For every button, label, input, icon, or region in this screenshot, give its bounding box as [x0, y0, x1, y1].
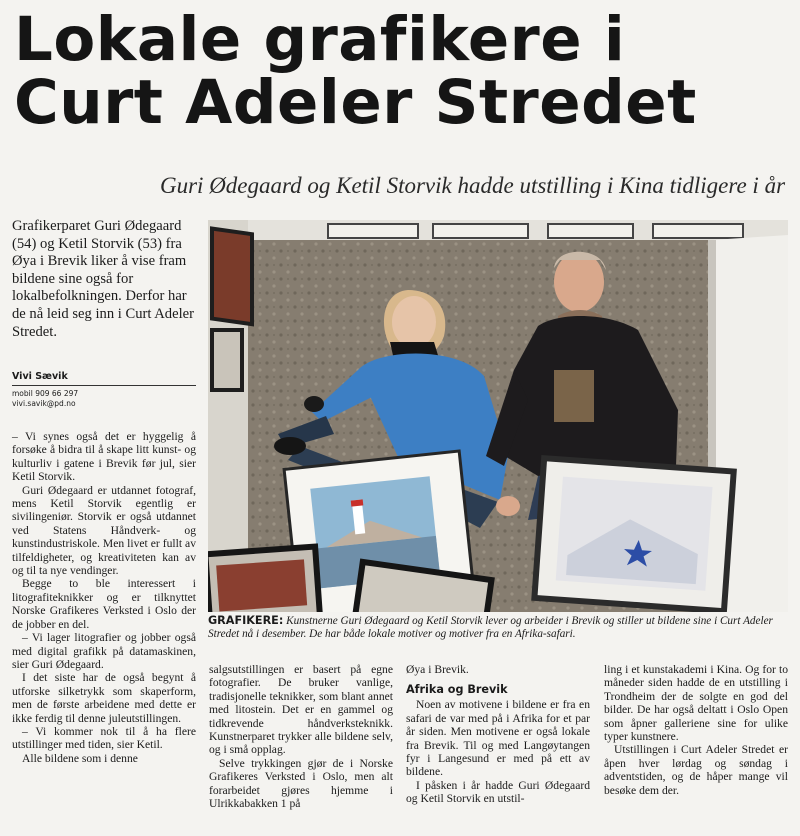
caption-label: GRAFIKERE:	[208, 614, 284, 627]
headline	[14, 4, 794, 138]
article-photo	[208, 220, 788, 612]
paragraph: Selve trykkingen gjør de i Norske Grafikeres Verksted i Oslo, men alt forarbeidet gjøres hjemme i Ulrikkabakken 1 på	[209, 756, 393, 811]
paragraph: – Vi synes også det er hyggelig å forsøke å bidra til å skape litt kunst- og kulturliv i gatene i Brevik før jul, sier Ketil Storvik.	[12, 430, 196, 484]
paragraph: Alle bildene som i denne	[22, 751, 138, 765]
body-column-3	[406, 663, 590, 806]
headline-line-1: Lokale grafikere i	[14, 4, 626, 75]
paragraph: Utstillingen i Curt Adeler Stredet er åpen hver lørdag og søndag i adventstiden, og de håper mange vil besøke dem der.	[604, 743, 788, 797]
paragraph: Begge to ble interessert i litografiteknikker og er tilknyttet Norske Grafikeres Verksted i Oslo der de jobber en del.	[12, 577, 196, 631]
body-column-4	[604, 663, 788, 797]
photo-illustration	[208, 220, 788, 612]
paragraph: I påsken i år hadde Guri Ødegaard og Ketil Storvik en utstil-	[406, 778, 590, 806]
byline-author: Vivi Sævik	[12, 371, 196, 386]
paragraph: Guri Ødegaard er utdannet fotograf, mens Ketil Storvik egentlig er sivilingeniør. Storvik er også utdannet ved Statens Håndverk- og kunstindustriskole. Men livet er fullt av tilfeldigheter, og kreativiteten kan av og til ta nye vendinger.	[12, 483, 196, 578]
caption-text: Kunstnerne Guri Ødegaard og Ketil Storvik lever og arbeider i Brevik og stiller ut bildene sine i Curt Adeler Stredet nå i desember. De har både lokale motiver og motiver fra en Afrika-safari.	[208, 615, 773, 640]
paragraph: – Vi kommer nok til å ha flere utstillinger med tiden, sier Ketil.	[12, 724, 196, 752]
headline-line-2: Curt Adeler Stredet	[14, 67, 697, 138]
body-column-2	[209, 663, 393, 810]
paragraph: Øya i Brevik.	[406, 663, 469, 676]
paragraph: salgsutstillingen er basert på egne fotografier. De bruker vanlige, tradisjonelle teknikker, som blant annet med litostein. Det er en gammel og tidkrevende håndverksteknikk. Kunstnerparet trykker alle bildene selv, og i små opplag.	[209, 663, 393, 757]
paragraph: ling i et kunstakademi i Kina. Og for to måneder siden hadde de en utstilling i Trondheim der de solgte en god del bilder. De har også deltatt i Oslo Open som åpner galleriene sine for ulike typer kunstnere.	[604, 663, 788, 744]
body-column-1	[12, 430, 196, 765]
section-heading: Afrika og Brevik	[406, 683, 508, 697]
photo-caption	[208, 614, 788, 641]
byline	[12, 371, 196, 408]
byline-contact	[12, 389, 196, 408]
byline-email: vivi.savik@pd.no	[12, 398, 76, 408]
byline-phone: mobil 909 66 297	[12, 389, 79, 398]
paragraph: I det siste har de også begynt å utforske silketrykk som skaperform, men de første arbeidene med dette er ikke ferdig til denne juleutstillingen.	[12, 671, 196, 725]
subheadline: Guri Ødegaard og Ketil Storvik hadde utstilling i Kina tidligere i år	[160, 173, 786, 198]
paragraph: Noen av motivene i bildene er fra en safari de var med på i Afrika for et par år siden. Men motivene er også lokale fra Brevik. Til og med Langøytangen fyr i Langesund er med på ett av bildene.	[406, 698, 590, 779]
ingress: Grafikerparet Guri Ødegaard (54) og Ketil Storvik (53) fra Øya i Brevik liker å vise fram bildene sine også for lokalbefolkningen. Derfor har de nå leid seg inn i Curt Adeler Stredet.	[12, 218, 194, 340]
paragraph: – Vi lager litografier og jobber også med digital grafikk på datamaskinen, sier Guri Ødegaard.	[12, 631, 196, 671]
